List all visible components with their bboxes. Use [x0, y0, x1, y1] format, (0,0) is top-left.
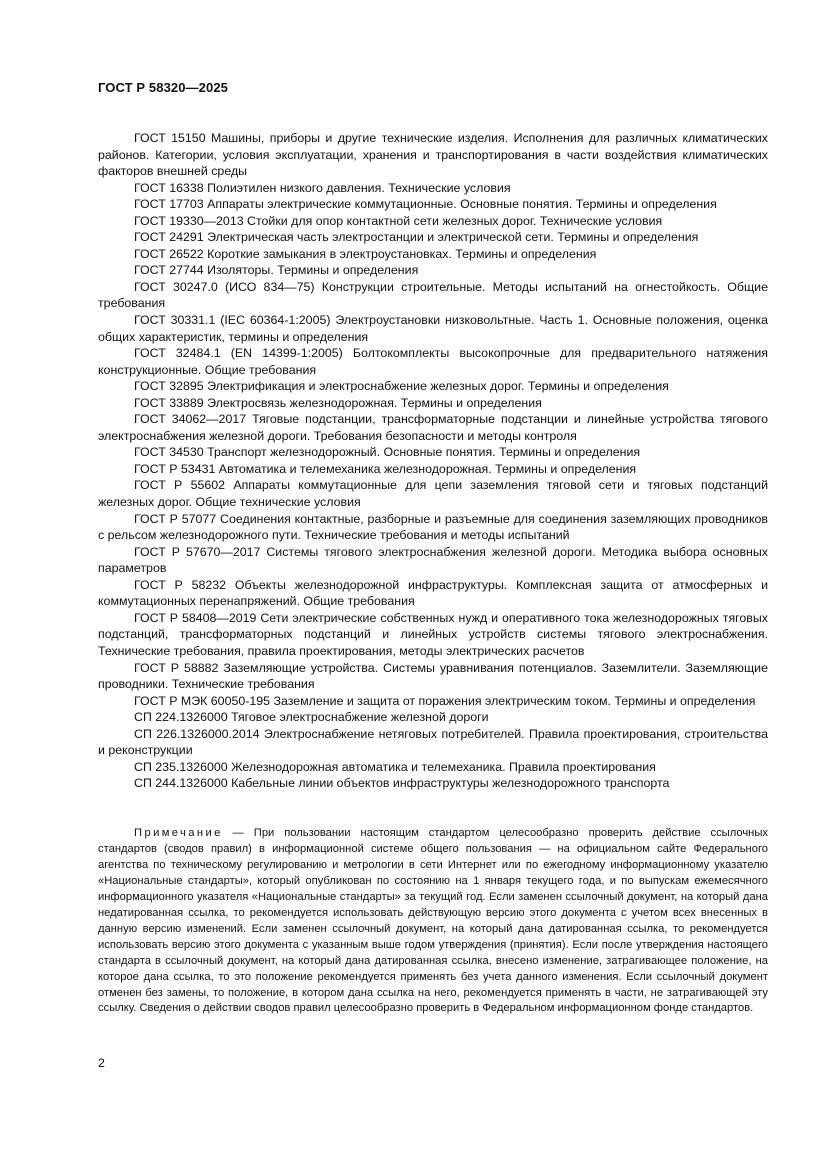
page-header-title: ГОСТ Р 58320—2025 — [98, 80, 228, 95]
reference-item: ГОСТ 19330—2013 Стойки для опор контактной сети железных дорог. Технические условия — [134, 213, 663, 228]
reference-item: ГОСТ Р 57077 Соединения контактные, разборные и разъемные для соединения заземляющих проводников с рельсом железнодорожного пути. Технические требования и методы испытаний — [98, 511, 768, 543]
reference-item: ГОСТ 32895 Электрификация и электроснабжение железных дорог. Термины и определения — [134, 379, 669, 394]
reference-item: СП 226.1326000.2014 Электроснабжение нетяговых потребителей. Правила проектирования, строительства и реконструкции — [98, 726, 768, 758]
reference-item: ГОСТ 17703 Аппараты электрические коммутационные. Основные понятия. Термины и определения — [134, 197, 717, 212]
reference-item: СП 224.1326000 Тяговое электроснабжение железной дороги — [134, 710, 489, 725]
reference-item: ГОСТ 30247.0 (ИСО 834—75) Конструкции строительные. Методы испытаний на огнестойкость. Общие требования — [98, 279, 768, 311]
reference-item: ГОСТ 34062—2017 Тяговые подстанции, трансформаторные подстанции и линейные устройства тягового электроснабжения железной дороги. Требования безопасности и методы контроля — [98, 412, 768, 443]
reference-item: ГОСТ 16338 Полиэтилен низкого давления. Технические условия — [134, 180, 511, 195]
reference-item: ГОСТ Р 55602 Аппараты коммутационные для цепи заземления тяговой сети и тяговых подстанций железных дорог. Общие технические условия — [98, 478, 768, 510]
reference-item: ГОСТ 26522 Короткие замыкания в электроустановках. Термины и определения — [134, 246, 597, 261]
note-text: — При пользовании настоящим стандартом целесообразно проверить действие ссылочных стандартов (сводов правил) в информационной системе общего пользования — на официальном сайте Федерального агентства по техническому регулированию и метрологии в сети Интернет или по ежегодному информационному указателю «Национальные стандарты», который опубликован по состоянию на 1 января текущего года, и по выпускам ежемесячного информационного указателя «Национальные стандарты» за текущий год. Если заменен ссылочный документ, на который дана недатированная ссылка, то рекомендуется использовать действующую версию этого документа с учетом всех внесенных в данную версию изменений. Если заменен ссылочный документ, на который дана датированная ссылка, то рекомендуется использовать версию этого документа с указанным выше годом утверждения (принятия). Если после утверждения настоящего стандарта в ссылочный документ, на который дана датированная ссылка, внесено изменение, затрагивающее положение, на которое дана ссылка, то это положение рекомендуется применять без учета данного изменения. Если ссылочный документ отменен без замены, то положение, в котором дана ссылка на него, рекомендуется применять в части, не затрагивающей эту ссылку. Сведения о действии сводов правил целесообразно проверить в Федеральном информационном фонде стандартов. — [98, 827, 768, 1015]
reference-item: ГОСТ Р 53431 Автоматика и телемеханика железнодорожная. Термины и определения — [134, 461, 637, 476]
page-number: 2 — [98, 1056, 105, 1070]
reference-item: ГОСТ Р 58232 Объекты железнодорожной инфраструктуры. Комплексная защита от атмосферных и коммутационных перенапряжений. Общие требования — [98, 577, 768, 609]
reference-item: ГОСТ 27744 Изоляторы. Термины и определения — [134, 263, 419, 278]
note-paragraph — [98, 826, 768, 1017]
reference-item: ГОСТ 24291 Электрическая часть электростанции и электрической сети. Термины и определения — [134, 230, 699, 245]
reference-item: ГОСТ Р 58408—2019 Сети электрические собственных нужд и оперативного тока железнодорожных тяговых подстанций, трансформаторных подстанций и линейных устройств системы тягового электроснабжения. Технические требования, правила проектирования, методы электрических расчетов — [98, 610, 768, 658]
reference-item: ГОСТ 15150 Машины, приборы и другие технические изделия. Исполнения для различных климатических районов. Категории, условия эксплуатации, хранения и транспортирования в части воздействия климатических факторов внешней среды — [98, 131, 768, 179]
reference-item: ГОСТ Р МЭК 60050-195 Заземление и защита от поражения электрическим током. Термины и определения — [134, 693, 756, 708]
reference-item: СП 235.1326000 Железнодорожная автоматика и телемеханика. Правила проектирования — [134, 759, 656, 774]
reference-item: ГОСТ Р 57670—2017 Системы тягового электроснабжения железной дороги. Методика выбора основных параметров — [98, 544, 768, 576]
reference-item: ГОСТ 34530 Транспорт железнодорожный. Основные понятия. Термины и определения — [134, 445, 641, 460]
reference-item: ГОСТ 33889 Электросвязь железнодорожная. Термины и определения — [134, 395, 542, 410]
reference-item: ГОСТ 30331.1 (IEC 60364-1:2005) Электроустановки низковольтные. Часть 1. Основные положения, оценка общих характеристик, термины и определения — [98, 313, 768, 344]
normative-references-list — [98, 130, 768, 792]
note-label: Примечание — [134, 827, 223, 839]
reference-item: ГОСТ 32484.1 (EN 14399-1:2005) Болтокомплекты высокопрочные для предварительного натяжения конструкционные. Общие требования — [98, 346, 768, 377]
reference-item: ГОСТ Р 58882 Заземляющие устройства. Системы уравнивания потенциалов. Заземлители. Заземляющие проводники. Технические требования — [98, 660, 768, 692]
reference-item: СП 244.1326000 Кабельные линии объектов инфраструктуры железнодорожного транспорта — [134, 776, 670, 791]
